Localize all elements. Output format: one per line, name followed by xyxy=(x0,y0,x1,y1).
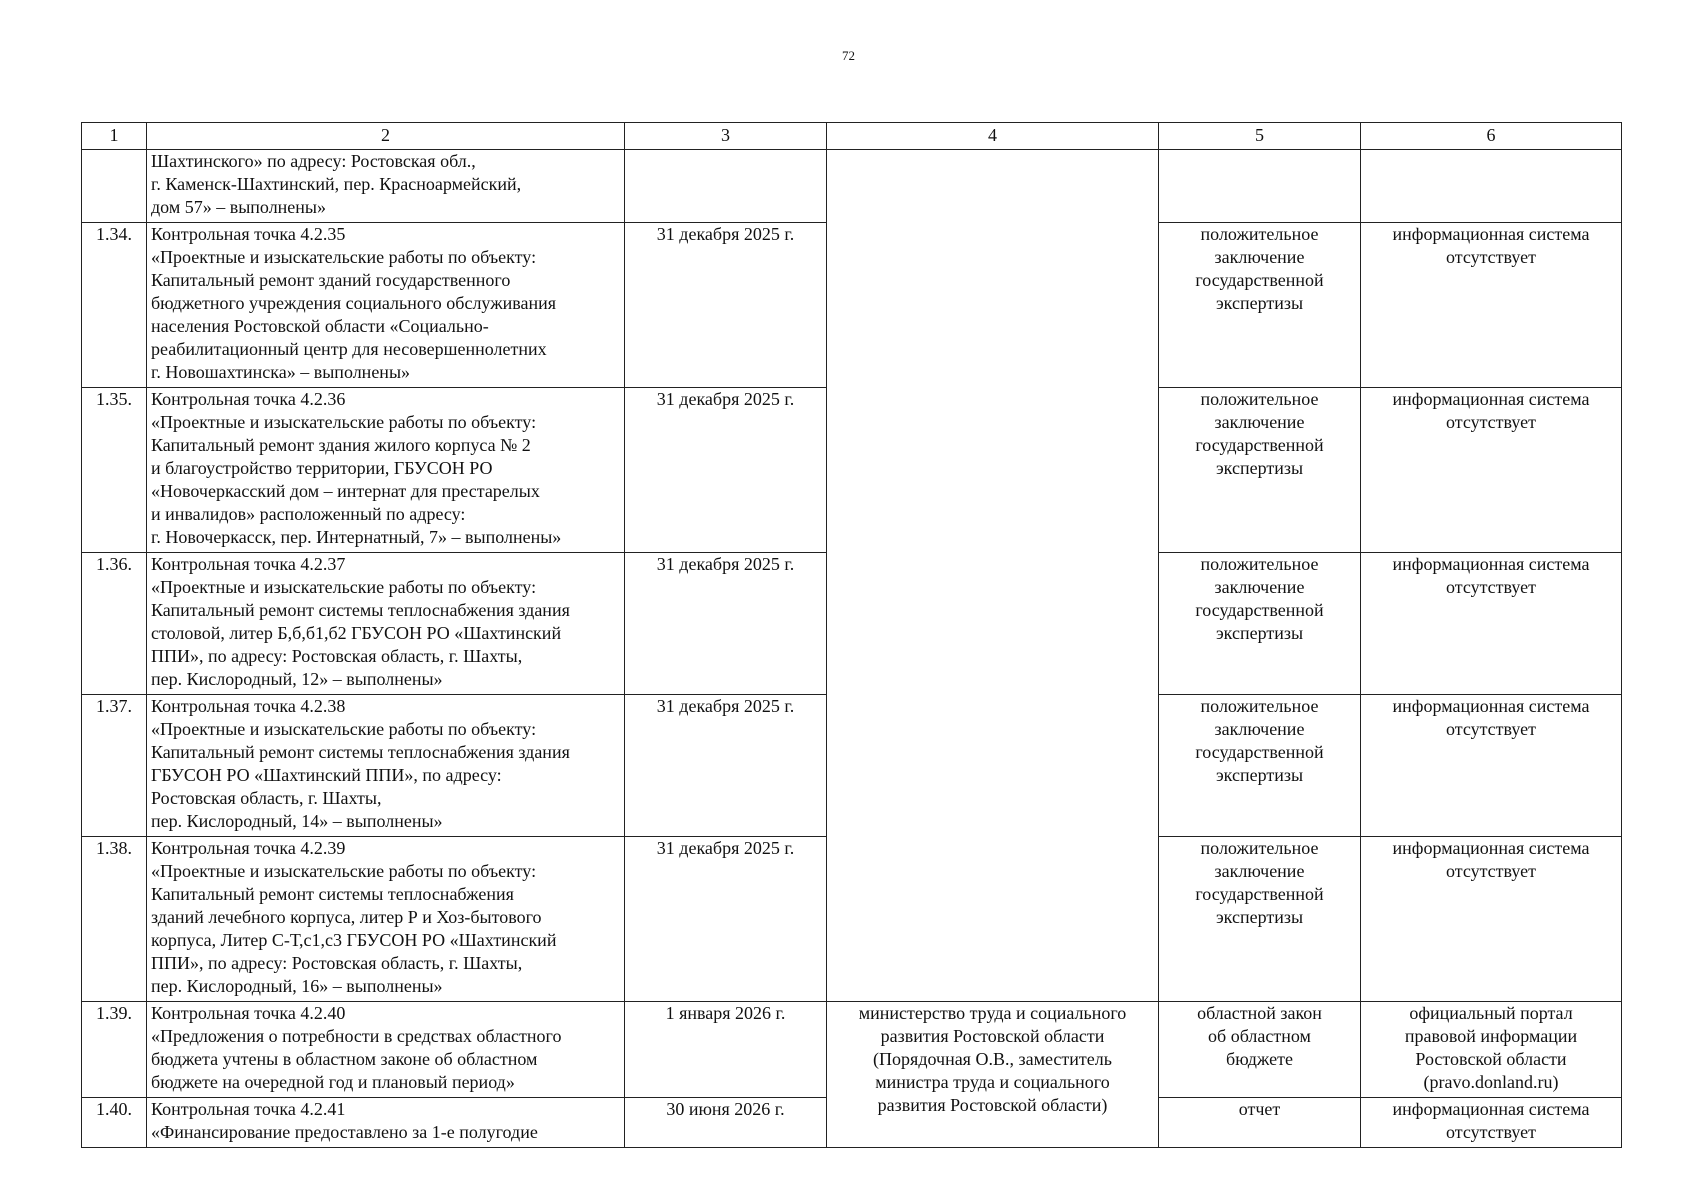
row-info-system: информационная система отсутствует xyxy=(1361,695,1622,837)
row-result: положительное заключение государственной экспертизы xyxy=(1159,553,1361,695)
row-number: 1.34. xyxy=(82,223,147,388)
row-result: положительное заключение государственной экспертизы xyxy=(1159,388,1361,553)
row-result: положительное заключение государственной экспертизы xyxy=(1159,695,1361,837)
responsible-cell: министерство труда и социального развития Ростовской области (Порядочная О.В., заместитель министра труда и социального развития Ростовской области) xyxy=(827,1002,1159,1148)
page-number: 72 xyxy=(842,48,855,63)
row-description: Контрольная точка 4.2.37 «Проектные и изыскательские работы по объекту: Капитальный ремонт системы теплоснабжения здания столовой, литер Б,б,б1,б2 ГБУСОН РО «Шахтинский ППИ», по адресу: Ростовская область, г. Шахты, пер. Кислородный, 12» – выполнены» xyxy=(147,553,625,695)
row-info-system: официальный портал правовой информации Ростовской области (pravo.donland.ru) xyxy=(1361,1002,1622,1098)
row-description: Контрольная точка 4.2.40 «Предложения о потребности в средствах областного бюджета учтены в областном законе об областном бюджете на очередной год и плановый период» xyxy=(147,1002,625,1098)
row-result: положительное заключение государственной экспертизы xyxy=(1159,837,1361,1002)
row-date: 1 января 2026 г. xyxy=(625,1002,827,1098)
row-date: 31 декабря 2025 г. xyxy=(625,695,827,837)
table-row xyxy=(82,1002,1622,1098)
row-number: 1.36. xyxy=(82,553,147,695)
row-info-system: информационная система отсутствует xyxy=(1361,1098,1622,1148)
row-number: 1.39. xyxy=(82,1002,147,1098)
row-date: 31 декабря 2025 г. xyxy=(625,388,827,553)
column-header: 6 xyxy=(1361,123,1622,150)
table-header-row xyxy=(82,123,1622,150)
row-date: 31 декабря 2025 г. xyxy=(625,837,827,1002)
column-header: 1 xyxy=(82,123,147,150)
row-number: 1.37. xyxy=(82,695,147,837)
row-info-system: информационная система отсутствует xyxy=(1361,223,1622,388)
row-number: 1.40. xyxy=(82,1098,147,1148)
row-number xyxy=(82,150,147,223)
row-description: Контрольная точка 4.2.35 «Проектные и изыскательские работы по объекту: Капитальный ремонт зданий государственного бюджетного учреждения социального обслуживания населения Ростовской области «Социально- реабилитационный центр для несовершеннолетних г. Новошахтинска» – выполнены» xyxy=(147,223,625,388)
row-description: Контрольная точка 4.2.41 «Финансирование предоставлено за 1-е полугодие xyxy=(147,1098,625,1148)
row-description: Контрольная точка 4.2.36 «Проектные и изыскательские работы по объекту: Капитальный ремонт здания жилого корпуса № 2 и благоустройство территории, ГБУСОН РО «Новочеркасский дом – интернат для престарелых и инвалидов» расположенный по адресу: г. Новочеркасск, пер. Интернатный, 7» – выполнены» xyxy=(147,388,625,553)
row-date: 30 июня 2026 г. xyxy=(625,1098,827,1148)
column-header: 4 xyxy=(827,123,1159,150)
control-points-table xyxy=(81,122,1622,1148)
row-info-system: информационная система отсутствует xyxy=(1361,837,1622,1002)
row-result: отчет xyxy=(1159,1098,1361,1148)
row-number: 1.38. xyxy=(82,837,147,1002)
row-info-system: информационная система отсутствует xyxy=(1361,388,1622,553)
row-result xyxy=(1159,150,1361,223)
row-description: Шахтинского» по адресу: Ростовская обл., г. Каменск-Шахтинский, пер. Красноармейский, дом 57» – выполнены» xyxy=(147,150,625,223)
column-header: 5 xyxy=(1159,123,1361,150)
row-info-system: информационная система отсутствует xyxy=(1361,553,1622,695)
row-description: Контрольная точка 4.2.39 «Проектные и изыскательские работы по объекту: Капитальный ремонт системы теплоснабжения зданий лечебного корпуса, литер Р и Хоз-бытового корпуса, Литер С-Т,с1,с3 ГБУСОН РО «Шахтинский ППИ», по адресу: Ростовская область, г. Шахты, пер. Кислородный, 16» – выполнены» xyxy=(147,837,625,1002)
responsible-cell-empty xyxy=(827,150,1159,1002)
column-header: 3 xyxy=(625,123,827,150)
row-description: Контрольная точка 4.2.38 «Проектные и изыскательские работы по объекту: Капитальный ремонт системы теплоснабжения здания ГБУСОН РО «Шахтинский ППИ», по адресу: Ростовская область, г. Шахты, пер. Кислородный, 14» – выполнены» xyxy=(147,695,625,837)
row-info-system xyxy=(1361,150,1622,223)
row-date: 31 декабря 2025 г. xyxy=(625,223,827,388)
row-number: 1.35. xyxy=(82,388,147,553)
row-result: положительное заключение государственной экспертизы xyxy=(1159,223,1361,388)
table-row xyxy=(82,150,1622,223)
column-header: 2 xyxy=(147,123,625,150)
row-date: 31 декабря 2025 г. xyxy=(625,553,827,695)
row-result: областной закон об областном бюджете xyxy=(1159,1002,1361,1098)
row-date xyxy=(625,150,827,223)
